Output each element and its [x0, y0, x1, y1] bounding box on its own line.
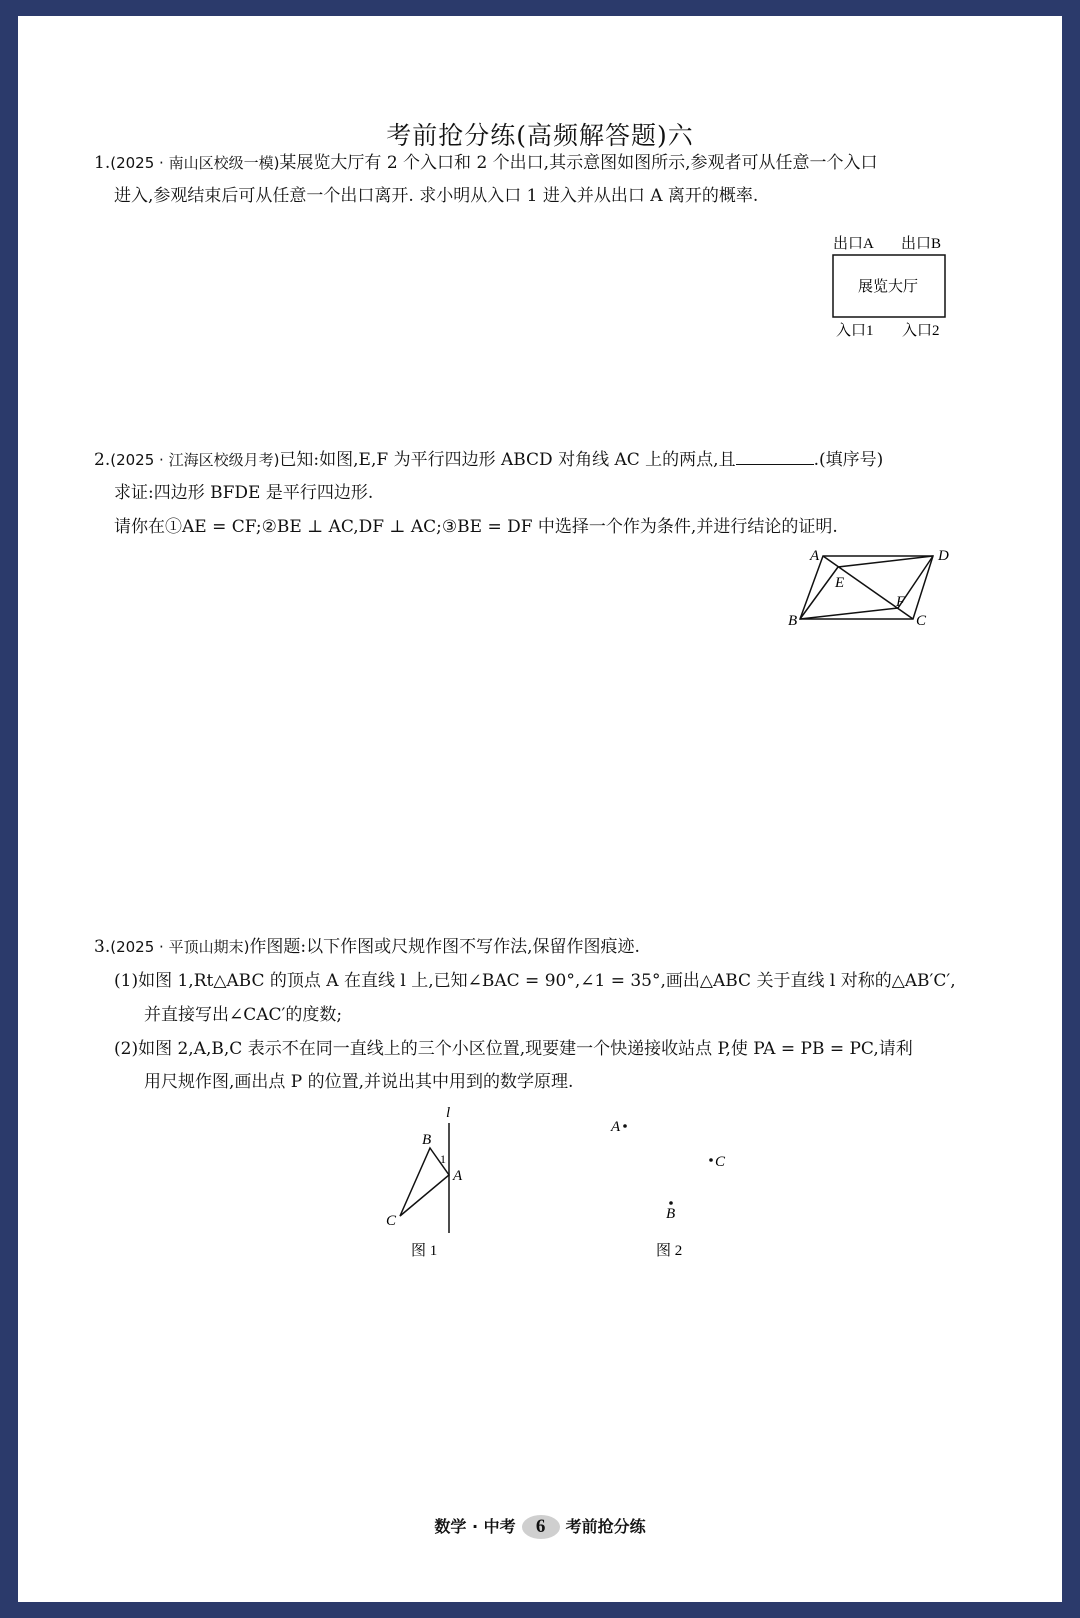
entry-2-label: 入口2: [902, 323, 940, 339]
label-c: C: [715, 1154, 726, 1170]
footer-series: 考前抢分练: [565, 1517, 646, 1536]
figure-1-caption: 图 1: [411, 1243, 438, 1259]
q3-number: 3.: [94, 937, 111, 957]
q2-line-2: 求证:四边形 BFDE 是平行四边形.: [114, 483, 374, 503]
label-d: D: [938, 548, 949, 564]
q1-text-1: 某展览大厅有 2 个入口和 2 个出口,其示意图如图所示,参观者可从任意一个入口: [279, 153, 878, 173]
label-b: B: [422, 1132, 432, 1148]
q1-line-2: 进入,参观结束后可从任意一个出口离开. 求小明从入口 1 进入并从出口 A 离开的概率.: [114, 186, 759, 206]
label-l: l: [446, 1105, 451, 1121]
label-c: C: [916, 613, 927, 629]
q2-number: 2.: [94, 450, 111, 470]
page-number: 6: [522, 1515, 560, 1539]
entry-1-label: 入口1: [836, 323, 874, 339]
point-b: [669, 1201, 673, 1205]
q2-line-1: [94, 448, 883, 471]
answer-blank[interactable]: [736, 448, 814, 465]
point-c: [709, 1158, 713, 1162]
worksheet-page: [18, 16, 1062, 1602]
label-b: B: [666, 1206, 676, 1222]
q1-number: 1.: [94, 153, 111, 173]
point-a: [623, 1124, 627, 1128]
label-b: B: [788, 613, 798, 629]
q2-line-3: 请你在①AE = CF;②BE ⊥ AC,DF ⊥ AC;③BE = DF 中选择一个作为条件,并进行结论的证明.: [114, 517, 838, 537]
q1-hall-figure: [828, 211, 968, 339]
q2-text-1-end: .(填序号): [813, 450, 884, 470]
q3-source: (2025 · 平顶山期末): [110, 938, 250, 956]
label-f: F: [896, 594, 906, 610]
q3-p2-line-2: 用尺规作图,画出点 P 的位置,并说出其中用到的数学原理.: [144, 1072, 574, 1092]
label-c: C: [386, 1213, 397, 1229]
q1-line-1: [94, 152, 877, 174]
page-footer: [18, 1514, 1062, 1539]
hall-label: 展览大厅: [858, 279, 919, 295]
label-a: A: [611, 1119, 621, 1135]
q3-p2-line-1: (2)如图 2,A,B,C 表示不在同一直线上的三个小区位置,现要建一个快递接收站点 P,使 PA = PB = PC,请利: [114, 1039, 913, 1059]
exit-b-label: 出口B: [901, 236, 942, 252]
q3-line-1: [94, 936, 640, 958]
q2-source: (2025 · 江海区校级月考): [110, 451, 280, 469]
exit-a-label: 出口A: [833, 236, 874, 252]
q2-text-1: 已知:如图,E,F 为平行四边形 ABCD 对角线 AC 上的两点,且: [279, 450, 736, 470]
figure-1: [358, 1103, 478, 1263]
q3-text-1: 作图题:以下作图或尺规作图不写作法,保留作图痕迹.: [249, 937, 640, 957]
q1-source: (2025 · 南山区校级一模): [110, 154, 280, 172]
figure-2-caption: 图 2: [656, 1243, 683, 1259]
footer-subject: 数学 · 中考: [434, 1517, 516, 1536]
label-angle-1: 1: [440, 1152, 446, 1166]
parallelogram-abcd: [800, 556, 933, 619]
page-title: 考前抢分练(高频解答题)六: [386, 121, 694, 150]
label-a: A: [453, 1168, 463, 1184]
q3-p1-line-2: 并直接写出∠CAC′的度数;: [144, 1005, 343, 1025]
figure-2: [578, 1103, 758, 1263]
label-e: E: [835, 575, 845, 591]
parallelogram-figure: [788, 536, 988, 629]
q3-p1-line-1: (1)如图 1,Rt△ABC 的顶点 A 在直线 l 上,已知∠BAC = 90°,∠1 = 35°,画出△ABC 关于直线 l 对称的△AB′C′,: [114, 971, 956, 991]
label-a: A: [810, 548, 820, 564]
